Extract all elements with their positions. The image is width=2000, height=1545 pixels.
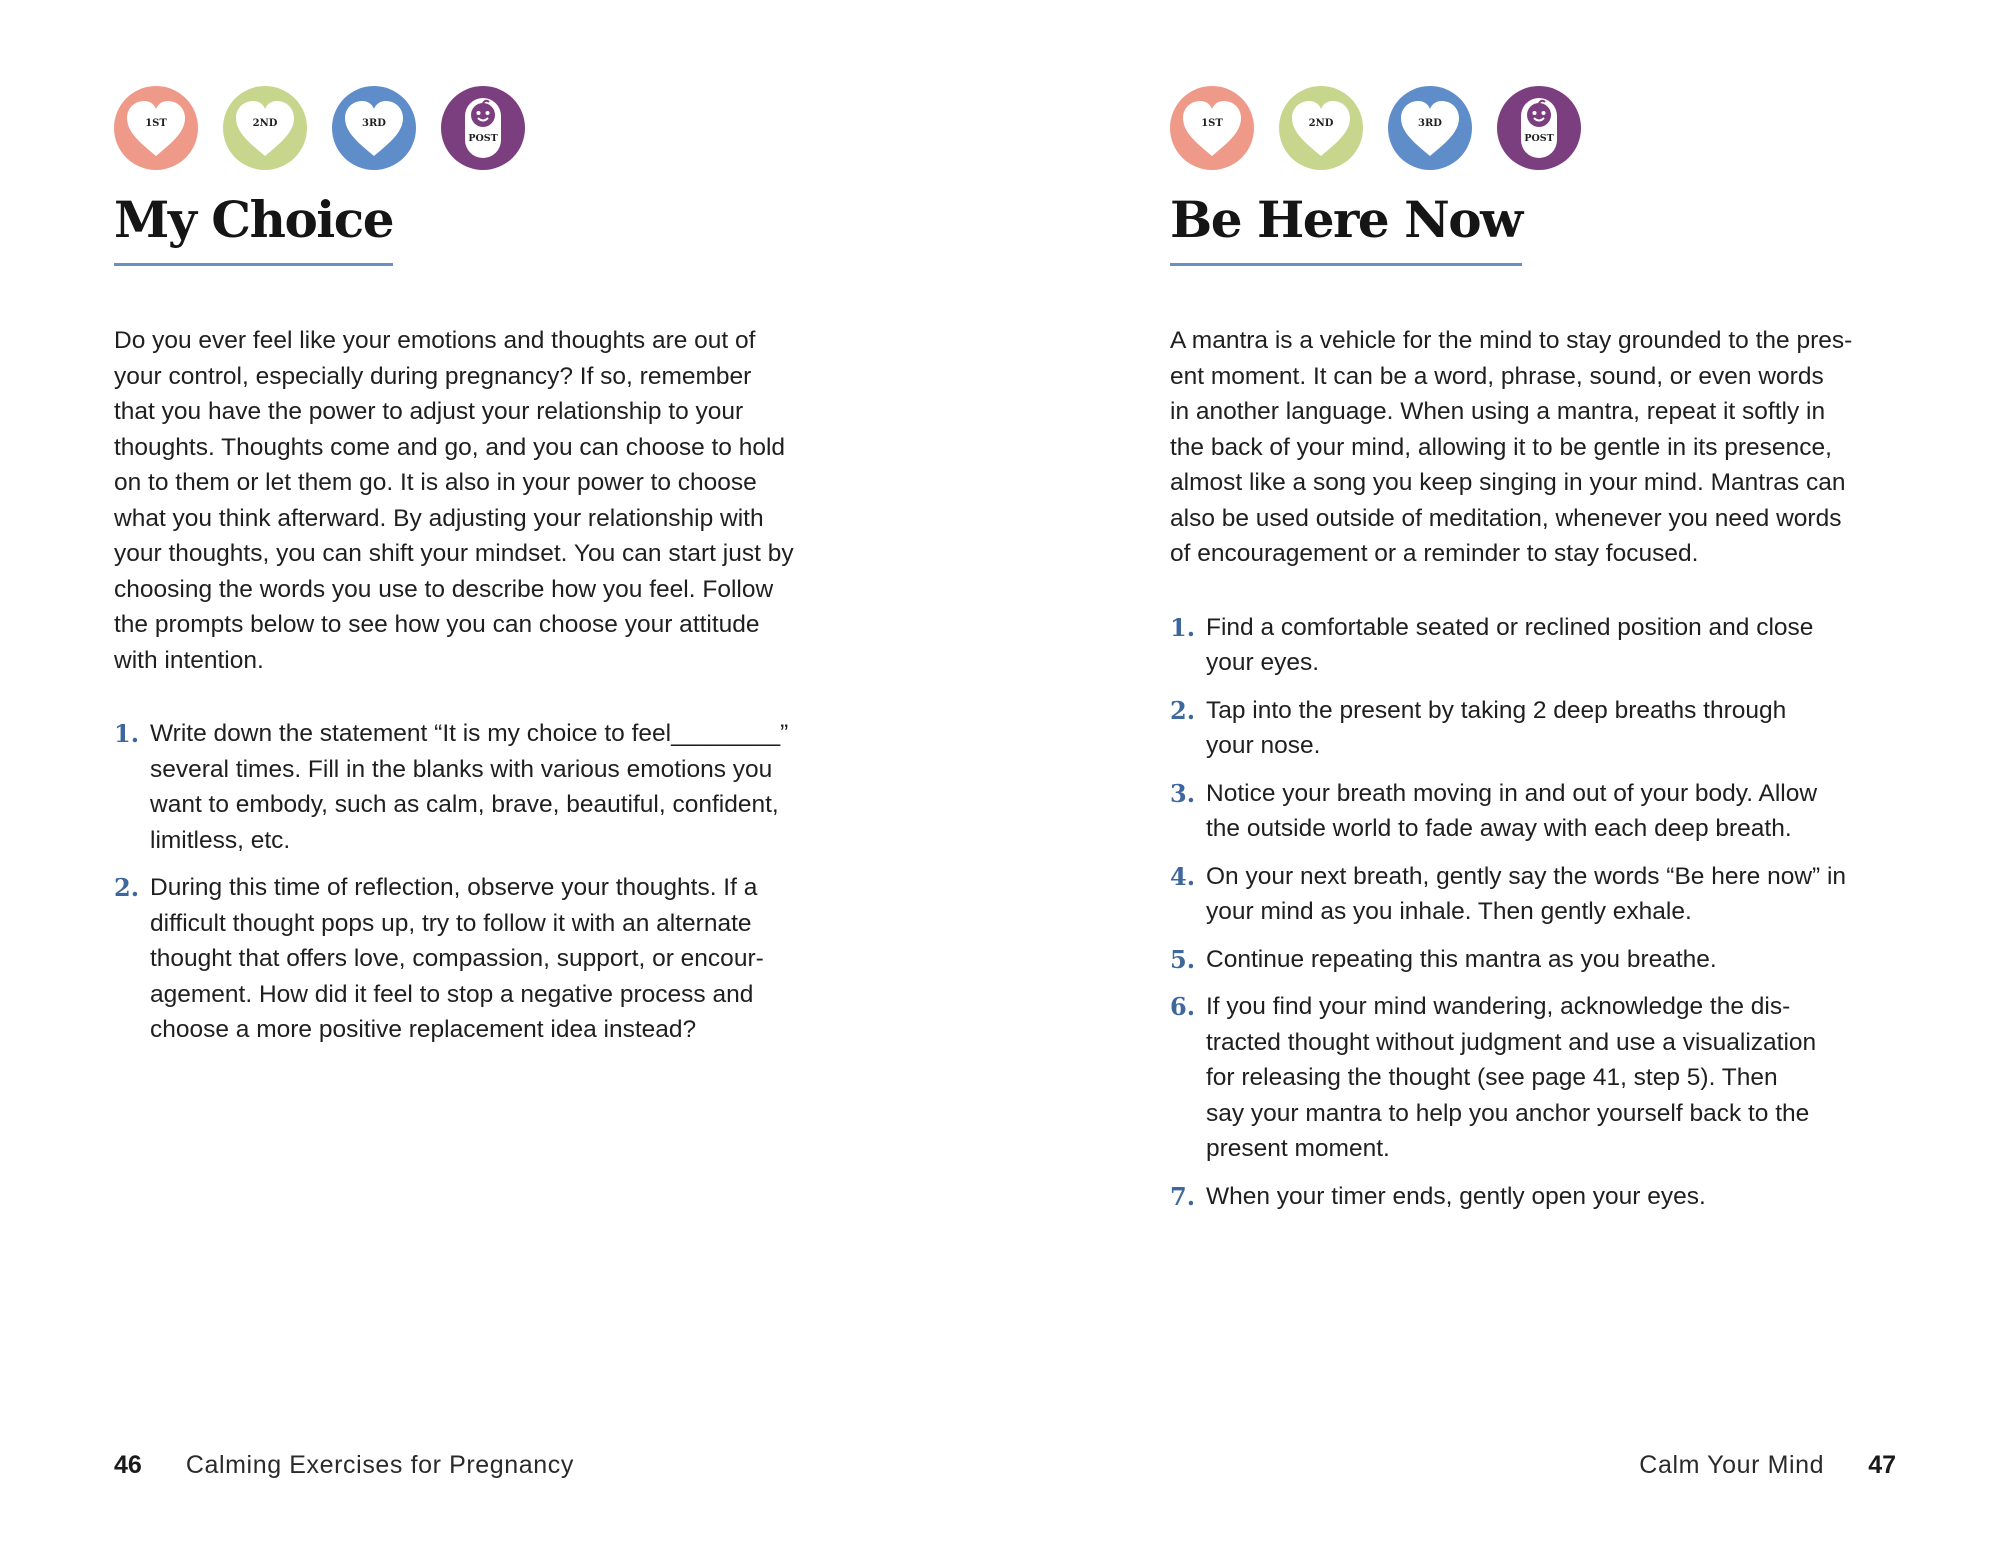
page-footer xyxy=(1639,1450,1896,1480)
list-item xyxy=(1170,859,1900,930)
first-trimester-badge xyxy=(114,86,198,170)
badge-label: 2ND xyxy=(1308,118,1334,129)
list-item xyxy=(1170,610,1900,681)
badge-label: POST xyxy=(1524,133,1554,144)
postpartum-badge xyxy=(1497,86,1581,170)
step-text: Continue repeating this mantra as you breathe. xyxy=(1206,945,1717,973)
trimester-badges xyxy=(114,86,525,170)
page-number: 46 xyxy=(114,1451,142,1479)
page-number: 47 xyxy=(1868,1451,1896,1479)
list-item xyxy=(1170,693,1900,764)
step-text: Notice your breath moving in and out of your body. Allow the outside world to fade away with each deep breath. xyxy=(1206,779,1818,842)
step-text: If you find your mind wandering, acknowledge the dis- tracted thought without judgment and use a visualization for releasing the thought (see page 41, step 5). Then say your mantra to help you anchor yourself back to the present moment. xyxy=(1206,993,1817,1162)
badge-label: 1ST xyxy=(145,118,167,129)
step-text: Write down the statement “It is my choice to feel________” several times. Fill in the blanks with various emotions you want to embody, such as calm, brave, beautiful, confident, limitless, etc. xyxy=(150,720,789,854)
heart-icon xyxy=(1170,86,1254,170)
badge-label: 2ND xyxy=(252,118,278,129)
step-text: Tap into the present by taking 2 deep breaths through your nose. xyxy=(1206,696,1787,759)
list-item xyxy=(1170,776,1900,847)
step-text: When your timer ends, gently open your eyes. xyxy=(1206,1182,1706,1210)
heart-icon xyxy=(1388,86,1472,170)
first-trimester-badge xyxy=(1170,86,1254,170)
postpartum-badge xyxy=(441,86,525,170)
running-footer-title: Calming Exercises for Pregnancy xyxy=(185,1451,575,1479)
intro-paragraph: A mantra is a vehicle for the mind to stay grounded to the pres- ent moment. It can be a word, phrase, sound, or even words in another language. When using a mantra, repeat it softly in the back of your mind, allowing it to be gentle in its presence, almost like a song you keep singing in your mind. Mantras can also be used outside of meditation, whenever you need words of encouragement or a reminder to stay focused. xyxy=(1170,327,1853,567)
right-page xyxy=(1000,0,2000,1545)
third-trimester-badge xyxy=(1388,86,1472,170)
page-body xyxy=(1170,323,1900,1226)
step-number: 2. xyxy=(1170,695,1196,725)
page-body xyxy=(114,323,844,1060)
heart-icon xyxy=(1279,86,1363,170)
step-number: 1. xyxy=(1170,612,1196,642)
page-title: Be Here Now xyxy=(1170,190,1522,266)
step-text: Find a comfortable seated or reclined position and close your eyes. xyxy=(1206,613,1814,676)
list-item xyxy=(1170,942,1900,978)
badge-label: 1ST xyxy=(1201,118,1223,129)
third-trimester-badge xyxy=(332,86,416,170)
intro-paragraph: Do you ever feel like your emotions and thoughts are out of your control, especially during pregnancy? If so, remember that you have the power to adjust your relationship to your thoughts. Thoughts come and go, and you can choose to hold on to them or let them go. It is also in your power to choose what you think afterward. By adjusting your relationship with your thoughts, you can shift your mindset. You can start just by choosing the words you use to describe how you feel. Follow the prompts below to see how you can choose your attitude with intention. xyxy=(114,327,794,674)
step-number: 6. xyxy=(1170,992,1196,1021)
page-title: My Choice xyxy=(114,190,393,266)
step-text: During this time of reflection, observe your thoughts. If a difficult thought pops up, try to follow it with an alternate thought that offers love, compassion, support, or encour- agement. How did it feel to stop a negative process and choose a more positive replacement idea instead? xyxy=(150,874,764,1043)
second-trimester-badge xyxy=(223,86,307,170)
step-number: 4. xyxy=(1170,861,1196,891)
trimester-badges xyxy=(1170,86,1581,170)
baby-icon xyxy=(1497,86,1581,170)
step-text: On your next breath, gently say the words “Be here now” in your mind as you inhale. Then gently exhale. xyxy=(1206,862,1847,925)
badge-label: 3RD xyxy=(362,118,386,129)
badge-label: 3RD xyxy=(1418,118,1442,129)
running-footer-title: Calm Your Mind xyxy=(1639,1451,1825,1479)
step-number: 2. xyxy=(114,873,140,902)
second-trimester-badge xyxy=(1279,86,1363,170)
badge-label: POST xyxy=(468,133,498,144)
list-item xyxy=(1170,989,1900,1167)
heart-icon xyxy=(114,86,198,170)
list-item xyxy=(114,870,844,1048)
list-item xyxy=(114,716,844,858)
heart-icon xyxy=(223,86,307,170)
step-number: 5. xyxy=(1170,944,1196,974)
heart-icon xyxy=(332,86,416,170)
steps-list xyxy=(114,716,844,1048)
page-footer xyxy=(114,1450,574,1480)
list-item xyxy=(1170,1179,1900,1215)
steps-list xyxy=(1170,610,1900,1215)
step-number: 3. xyxy=(1170,778,1196,808)
step-number: 1. xyxy=(114,719,140,748)
baby-icon xyxy=(441,86,525,170)
step-number: 7. xyxy=(1170,1181,1196,1211)
